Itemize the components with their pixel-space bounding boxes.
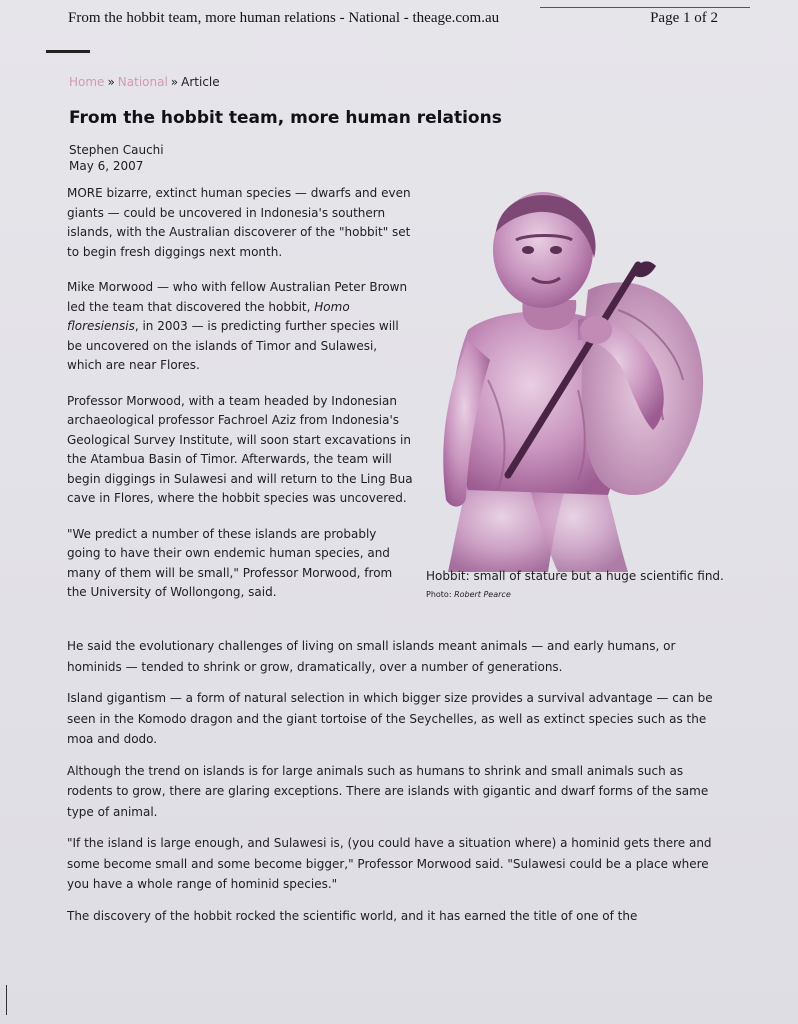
photo-caption xyxy=(426,567,726,602)
body-paragraph: Although the trend on islands is for large animals such as humans to shrink and small animals such as rodents to grow, there are glaring exceptions. There are islands with gigantic and dwarf forms of the same type of animal. xyxy=(67,763,709,819)
breadcrumb-separator: » xyxy=(107,75,115,89)
article-author: Stephen Cauchi xyxy=(69,143,164,157)
body-paragraph: "If the island is large enough, and Sulawesi is, (you could have a situation where) a hominid gets there and some become small and some become bigger," Professor Morwood said. "Sulawesi could be a place where you have a whole range of hominid species." xyxy=(67,836,712,891)
print-header xyxy=(68,10,718,27)
print-header-title: From the hobbit team, more human relations - National - theage.com.au xyxy=(68,10,500,26)
breadcrumb-home-link[interactable]: Home xyxy=(69,75,105,89)
print-page-number: Page 1 of 2 xyxy=(650,10,718,26)
lead-paragraph xyxy=(67,278,413,376)
breadcrumb-current: Article xyxy=(181,75,220,89)
hobbit-illustration xyxy=(428,180,728,572)
breadcrumb-national-link[interactable]: National xyxy=(117,75,168,89)
paragraph-text: , in 2003 — is predicting further species will be uncovered on the islands of Timor and Sulawesi, which are near Flores. xyxy=(67,319,399,372)
body-paragraph: He said the evolutionary challenges of living on small islands meant animals — and early humans, or hominids — tended to shrink or grow, dramatically, over a number of generations. xyxy=(67,639,676,674)
article-body xyxy=(67,636,727,937)
lead-paragraph: Professor Morwood, with a team headed by Indonesian archaeological professor Fachroel Aziz from Indonesia's Geological Survey Institute, will soon start excavations in the Atambua Basin of Timor. Afterwards, the team will begin diggings in Sulawesi and will return to the Ling Bua cave in Flores, where the hobbit species was uncovered. xyxy=(67,393,413,505)
photo-caption-text: Hobbit: small of stature but a huge scientific find. xyxy=(426,569,724,583)
lead-paragraph: "We predict a number of these islands are probably going to have their own endemic human species, and many of them will be small," Professor Morwood, from the University of Wollongong, said. xyxy=(67,526,393,599)
photo-credit-label: Photo: xyxy=(426,590,452,599)
lead-column xyxy=(67,184,413,619)
breadcrumb-separator: » xyxy=(170,75,179,89)
hobbit-figure-illustration xyxy=(428,180,728,572)
article-date: May 6, 2007 xyxy=(69,159,144,173)
header-rule xyxy=(540,7,750,8)
body-paragraph: Island gigantism — a form of natural selection in which bigger size provides a survival advantage — can be seen in the Komodo dragon and the giant tortoise of the Seychelles, as well as extinct species such as the moa and dodo. xyxy=(67,691,713,746)
byline xyxy=(69,142,164,174)
photo-credit xyxy=(426,588,726,602)
photo-credit-name: Robert Pearce xyxy=(454,590,511,599)
species-name: Homo floresiensis xyxy=(67,299,350,333)
body-paragraph: The discovery of the hobbit rocked the scientific world, and it has earned the title of one of the xyxy=(67,908,638,923)
breadcrumb xyxy=(69,75,220,89)
dash-mark xyxy=(46,50,90,53)
article-headline: From the hobbit team, more human relations xyxy=(69,108,502,128)
page-edge-mark xyxy=(6,985,7,1015)
paragraph-text: Mike Morwood — who with fellow Australian Peter Brown led the team that discovered the hobbit, xyxy=(67,280,408,314)
lead-paragraph: MORE bizarre, extinct human species — dwarfs and even giants — could be uncovered in Indonesia's southern islands, with the Australian discoverer of the "hobbit" set to begin fresh diggings next month. xyxy=(67,186,411,259)
